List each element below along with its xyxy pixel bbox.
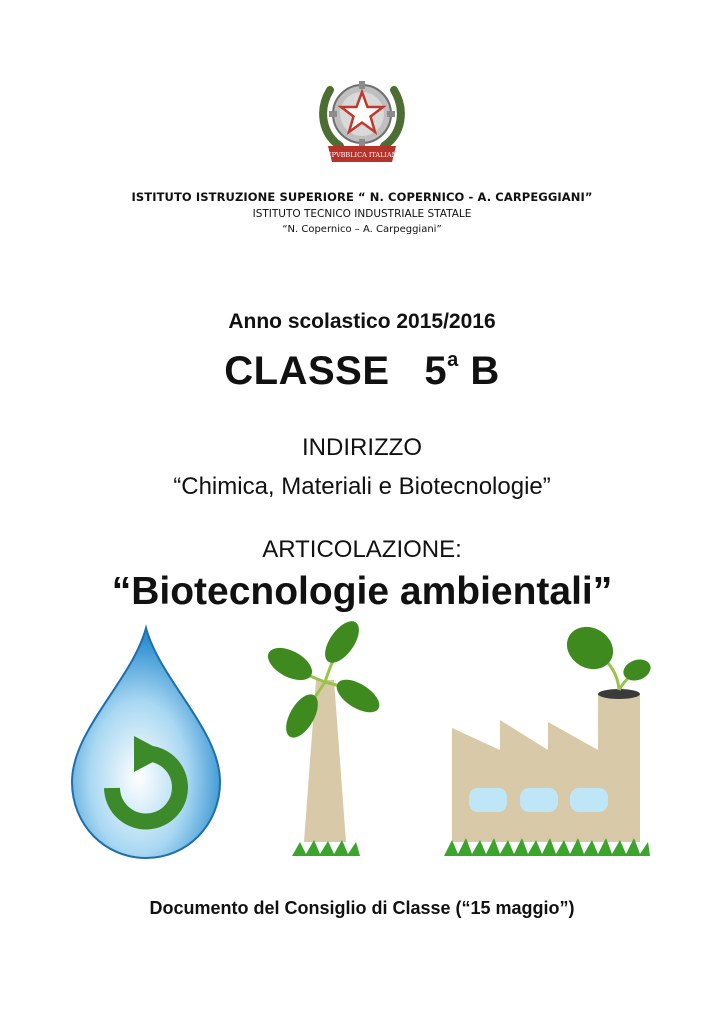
articolazione-name: “Biotecnologie ambientali” — [111, 570, 613, 613]
institute-names: “N. Copernico – A. Carpeggiani” — [282, 224, 442, 235]
illustrations — [0, 620, 724, 870]
plant-chimney-icon — [263, 620, 385, 856]
indirizzo-label: INDIRIZZO — [302, 434, 422, 461]
class-number: 5 — [424, 349, 448, 393]
class-label: CLASSE — [224, 349, 390, 393]
factory-plant-icon — [444, 620, 654, 856]
class-title — [0, 349, 724, 394]
class-section: B — [470, 349, 500, 393]
articolazione-label: ARTICOLAZIONE: — [262, 536, 462, 563]
institute-name: ISTITUTO ISTRUZIONE SUPERIORE “ N. COPERNICO - A. CARPEGGIANI” — [131, 190, 593, 204]
italian-republic-emblem — [316, 70, 408, 166]
school-year: Anno scolastico 2015/2016 — [228, 310, 496, 333]
indirizzo-name: “Chimica, Materiali e Biotecnologie” — [173, 473, 551, 500]
institute-type: ISTITUTO TECNICO INDUSTRIALE STATALE — [252, 208, 472, 220]
emblem-ribbon-text: REPVBBLICA ITALIANA — [321, 151, 403, 159]
class-superscript: a — [447, 348, 459, 371]
document-title: Documento del Consiglio di Classe (“15 maggio”) — [149, 898, 575, 918]
water-drop-recycle-icon — [72, 628, 220, 858]
